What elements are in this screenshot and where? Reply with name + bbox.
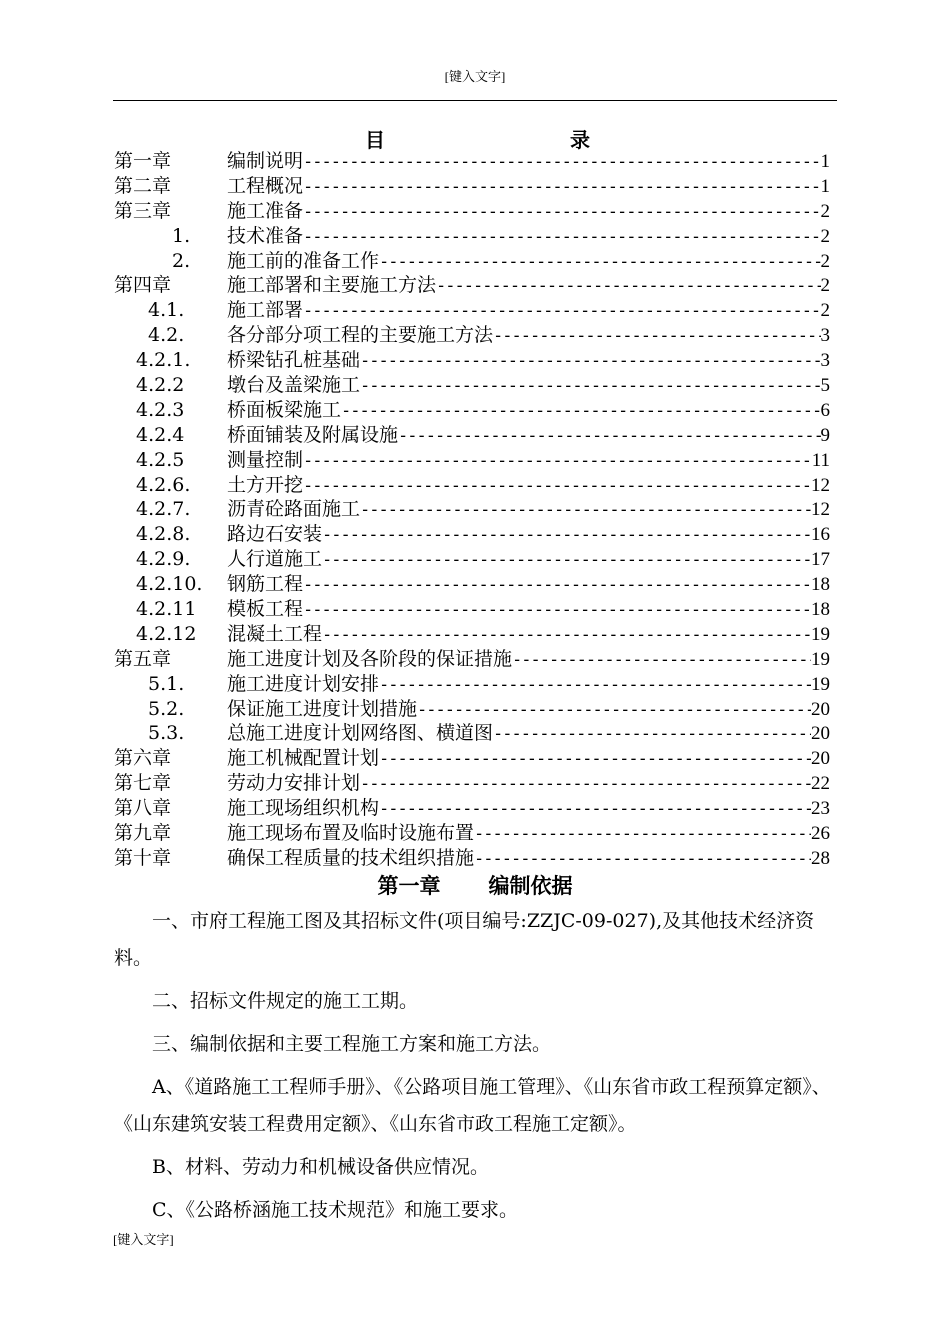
toc-entry-line — [227, 746, 830, 771]
toc-entry[interactable] — [114, 398, 830, 423]
toc-entry-number: 4.2.2 — [136, 374, 185, 397]
toc-entry-number: 4.1. — [148, 299, 185, 322]
toc-entry-number: 4.2.10. — [136, 573, 203, 596]
toc-entry[interactable] — [114, 224, 830, 249]
toc-entry-label: 施工进度计划安排 — [227, 672, 380, 695]
toc-entry[interactable] — [114, 323, 830, 348]
toc-entry-page: 20 — [811, 748, 830, 770]
toc-entry-label: 施工准备 — [227, 199, 304, 222]
toc-entry[interactable] — [114, 273, 830, 298]
toc-entry-page: 11 — [811, 449, 830, 471]
toc-leader — [398, 424, 820, 448]
toc-entry-label: 桥梁钻孔桩基础 — [227, 349, 361, 372]
toc-entry-number: 4.2. — [148, 324, 185, 347]
toc-entry-label: 测量控制 — [227, 448, 304, 471]
toc-entry[interactable] — [114, 174, 830, 199]
toc-entry-number: 4.2.5 — [136, 448, 185, 471]
chapter-heading-num: 第一章 — [377, 873, 441, 898]
toc-leader — [303, 225, 820, 249]
paragraph: A、《道路施工工程师手册》、《公路项目施工管理》、《山东省市政工程预算定额》、《山东建筑安装工程费用定额》、《山东省市政工程施工定额》。 — [114, 1076, 831, 1135]
toc-entry-number: 5.1. — [148, 672, 185, 695]
toc-entry[interactable] — [114, 597, 830, 622]
toc-entry-label: 编制说明 — [227, 150, 304, 172]
toc-entry-line — [227, 697, 830, 722]
toc-entry-number: 4.2.4 — [136, 423, 185, 446]
toc-entry-number: 1. — [172, 224, 191, 247]
toc-entry-page: 2 — [820, 200, 830, 222]
toc-entry-line — [227, 622, 830, 647]
toc-leader — [322, 548, 811, 572]
chapter-heading-title: 编制依据 — [488, 873, 573, 898]
toc-entry-number: 4.2.8. — [136, 523, 191, 546]
toc-entry-label: 施工进度计划及各阶段的保证措施 — [227, 647, 513, 670]
toc-leader — [303, 449, 812, 473]
toc-leader — [303, 150, 820, 174]
toc-leader — [303, 598, 811, 622]
toc-entry-number: 第二章 — [114, 174, 172, 197]
toc-entry-number: 5.2. — [148, 697, 185, 720]
toc-entry-line — [227, 423, 830, 448]
toc-entry-line — [227, 497, 830, 522]
toc-entry-line — [227, 224, 830, 249]
toc-entry[interactable] — [114, 149, 830, 174]
toc-entry[interactable] — [114, 622, 830, 647]
toc-leader — [303, 474, 811, 498]
chapter-heading — [0, 870, 950, 900]
toc-entry[interactable] — [114, 672, 830, 697]
toc-leader — [379, 673, 811, 697]
toc-entry-label: 施工现场布置及临时设施布置 — [227, 822, 475, 845]
toc-leader — [303, 299, 820, 323]
toc-leader — [417, 698, 811, 722]
paragraph: B、材料、劳动力和机械设备供应情况。 — [152, 1156, 489, 1178]
toc-entry[interactable] — [114, 697, 830, 722]
paragraph: C、《公路桥涵施工技术规范》和施工要求。 — [152, 1199, 519, 1221]
toc-entry-page: 5 — [820, 375, 830, 397]
toc-entry-label: 路边石安装 — [227, 523, 323, 546]
toc-entry[interactable] — [114, 746, 830, 771]
toc-entry-page: 12 — [811, 499, 830, 521]
toc-leader — [436, 274, 820, 298]
toc-entry-page: 19 — [811, 623, 830, 645]
toc-leader — [512, 648, 811, 672]
toc-entry-line — [227, 249, 830, 274]
toc-entry-number: 第四章 — [114, 274, 172, 297]
toc-entry-line — [227, 174, 830, 199]
toc-entry-line — [227, 298, 830, 323]
paragraph: 三、编制依据和主要工程施工方案和施工方法。 — [152, 1033, 552, 1055]
toc-entry-line — [227, 846, 830, 871]
toc-entry-label: 各分部分项工程的主要施工方法 — [227, 324, 494, 347]
toc-entry-number: 4.2.12 — [136, 622, 197, 645]
toc-entry[interactable] — [114, 821, 830, 846]
toc-entry-number: 4.2.9. — [136, 548, 191, 571]
toc-leader — [379, 250, 820, 274]
toc-entry-page: 18 — [811, 574, 830, 596]
toc-entry-line — [227, 672, 830, 697]
toc-entry-label: 保证施工进度计划措施 — [227, 697, 418, 720]
toc-entry-page: 3 — [820, 350, 830, 372]
toc-entry[interactable] — [114, 796, 830, 821]
toc-entry[interactable] — [114, 522, 830, 547]
toc-entry-page: 2 — [820, 225, 830, 247]
toc-entry-line — [227, 348, 830, 373]
toc-entry-number: 第一章 — [114, 150, 172, 172]
toc-entry-page: 12 — [811, 474, 830, 496]
toc-entry-page: 26 — [811, 823, 830, 845]
toc-entry-number: 4.2.11 — [136, 598, 197, 621]
toc-entry-label: 施工部署和主要施工方法 — [227, 274, 437, 297]
toc-entry[interactable] — [114, 572, 830, 597]
toc-entry-label: 总施工进度计划网络图、横道图 — [227, 722, 494, 745]
toc-entry-page: 1 — [820, 175, 830, 197]
toc-entry[interactable] — [114, 771, 830, 796]
toc-leader — [303, 175, 820, 199]
toc-entry-line — [227, 448, 830, 473]
toc-entry[interactable] — [114, 249, 830, 274]
toc-entry-line — [227, 547, 830, 572]
toc-entry-number: 第六章 — [114, 747, 172, 770]
toc-entry-page: 3 — [820, 325, 830, 347]
toc-entry[interactable] — [114, 547, 830, 572]
page-footer: [键入文字] — [113, 1232, 174, 1247]
toc-entry-page: 2 — [820, 300, 830, 322]
toc-entry-line — [227, 821, 830, 846]
toc-leader — [303, 200, 820, 224]
toc-entry[interactable] — [114, 721, 830, 746]
toc-entry-page: 20 — [811, 698, 830, 720]
toc-entry-label: 模板工程 — [227, 598, 304, 621]
toc-leader — [303, 573, 811, 597]
toc-entry-label: 劳动力安排计划 — [227, 772, 361, 795]
paragraph: 一、市府工程施工图及其招标文件(项目编号:ZZJC-09-027),及其他技术经济资料。 — [114, 910, 815, 969]
toc-entry-label: 桥面铺装及附属设施 — [227, 423, 399, 446]
toc-entry-page: 16 — [811, 524, 830, 546]
toc-entry-number: 第九章 — [114, 822, 172, 845]
toc-entry-line — [227, 398, 830, 423]
toc-entry-label: 技术准备 — [227, 224, 304, 247]
toc-title-right: 录 — [570, 128, 590, 152]
toc-entry-number: 2. — [172, 249, 191, 272]
toc-entry-page: 2 — [820, 275, 830, 297]
toc-entry-label: 钢筋工程 — [227, 573, 304, 596]
toc-entry-label: 土方开挖 — [227, 473, 304, 496]
toc-entry[interactable] — [114, 473, 830, 498]
toc-entry-line — [227, 149, 830, 174]
page-header: [键入文字] — [444, 69, 506, 84]
toc-entry-number: 4.2.1. — [136, 349, 191, 372]
toc-leader — [341, 399, 820, 423]
toc-entry-number: 第三章 — [114, 199, 172, 222]
toc-entry-number: 第七章 — [114, 772, 172, 795]
toc-entry-line — [227, 522, 830, 547]
toc-entry-label: 施工前的准备工作 — [227, 249, 380, 272]
toc-entry-label: 混凝土工程 — [227, 622, 323, 645]
toc-entry-label: 沥青砼路面施工 — [227, 498, 361, 521]
toc-entry-label: 墩台及盖梁施工 — [227, 374, 361, 397]
toc-leader — [322, 523, 811, 547]
chapter-body — [114, 903, 838, 1235]
toc-entry-number: 第五章 — [114, 647, 172, 670]
toc-entry-line — [227, 572, 830, 597]
toc-entry-label: 桥面板梁施工 — [227, 398, 342, 421]
paragraph: 二、招标文件规定的施工工期。 — [152, 990, 419, 1012]
toc-entry-label: 工程概况 — [227, 174, 304, 197]
toc-entry-line — [227, 199, 830, 224]
toc-entry-number: 4.2.6. — [136, 473, 191, 496]
toc-entry-line — [227, 597, 830, 622]
toc-entry-number: 5.3. — [148, 722, 185, 745]
toc-entry-line — [227, 647, 830, 672]
toc-entry-page: 18 — [811, 599, 830, 621]
toc-leader — [474, 847, 811, 871]
toc-entry[interactable] — [114, 298, 830, 323]
toc-entry[interactable] — [114, 348, 830, 373]
toc-entry-page: 9 — [820, 424, 830, 446]
toc-entry-label: 确保工程质量的技术组织措施 — [227, 846, 475, 869]
toc-entry-number: 第八章 — [114, 797, 172, 820]
toc-entry[interactable] — [114, 373, 830, 398]
toc-leader — [493, 722, 811, 746]
toc-entry-line — [227, 373, 830, 398]
toc-leader — [360, 498, 811, 522]
toc-entry-line — [227, 721, 830, 746]
toc-leader — [379, 747, 811, 771]
header-rule — [113, 100, 837, 101]
toc-leader — [379, 797, 811, 821]
toc-entry-page: 2 — [820, 250, 830, 272]
toc-entry-line — [227, 273, 830, 298]
toc-entry[interactable] — [114, 846, 830, 871]
toc-entry-line — [227, 323, 830, 348]
toc-title-left: 目 — [365, 128, 385, 152]
toc-entry-number: 4.2.7. — [136, 498, 191, 521]
toc-entry-page: 19 — [811, 673, 830, 695]
toc-entry-page: 1 — [820, 151, 830, 172]
toc-entry-page: 20 — [811, 723, 830, 745]
toc-leader — [322, 623, 811, 647]
toc-entry-page: 17 — [811, 549, 830, 571]
toc-entry-number: 4.2.3 — [136, 398, 185, 421]
toc-entry-page: 22 — [811, 773, 830, 795]
toc-entry-number: 第十章 — [114, 846, 172, 869]
toc-entry[interactable] — [114, 423, 830, 448]
toc-entry-page: 28 — [811, 847, 830, 869]
toc-leader — [360, 374, 820, 398]
toc-entry-label: 人行道施工 — [227, 548, 323, 571]
toc-entry-line — [227, 796, 830, 821]
toc-entry-page: 23 — [811, 798, 830, 820]
toc-entry[interactable] — [114, 647, 830, 672]
toc-leader — [360, 349, 820, 373]
toc-leader — [360, 772, 811, 796]
toc-leader — [474, 822, 811, 846]
toc-entry[interactable] — [114, 448, 830, 473]
toc-entry[interactable] — [114, 199, 830, 224]
toc-entry-label: 施工现场组织机构 — [227, 797, 380, 820]
toc-entry[interactable] — [114, 497, 830, 522]
toc-list — [114, 149, 830, 871]
toc-leader — [493, 324, 820, 348]
toc-entry-page: 19 — [811, 648, 830, 670]
toc-entry-page: 6 — [820, 399, 830, 421]
toc-entry-line — [227, 473, 830, 498]
toc-entry-label: 施工机械配置计划 — [227, 747, 380, 770]
toc-entry-label: 施工部署 — [227, 299, 304, 322]
toc-entry-line — [227, 771, 830, 796]
